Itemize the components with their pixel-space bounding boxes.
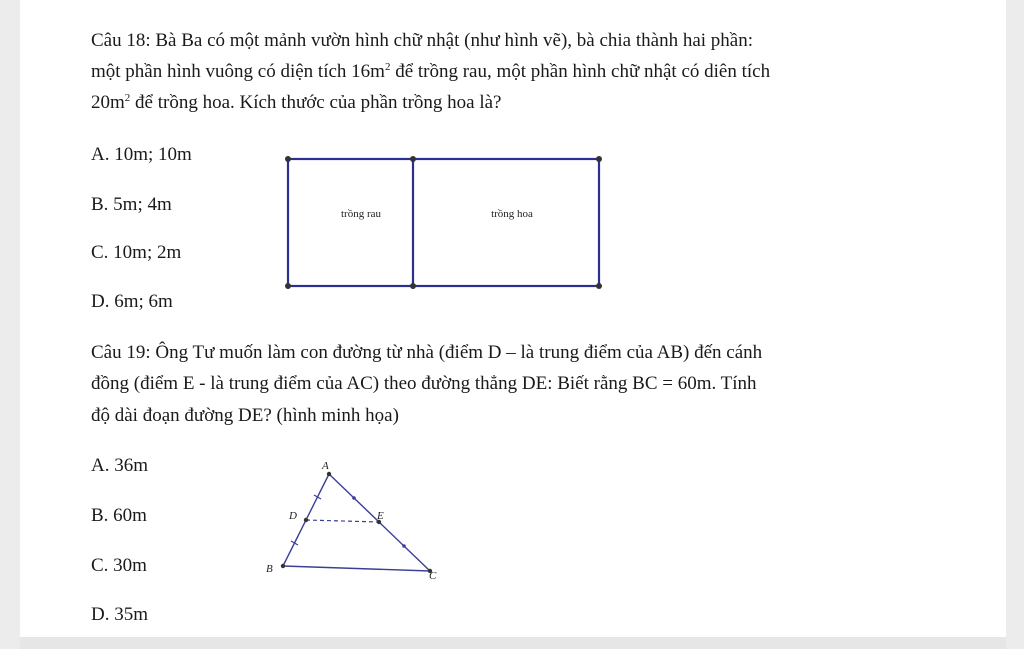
triangle-diagram <box>262 458 452 584</box>
point-bottom-right <box>596 283 602 289</box>
bottom-scroll-bar[interactable] <box>20 637 1006 649</box>
q18-option-c[interactable]: C. 10m; 2m <box>91 242 182 263</box>
point-D <box>304 518 308 522</box>
label-E: E <box>377 510 384 522</box>
point-top-right <box>596 156 602 162</box>
label-C: C <box>429 570 437 582</box>
q18-line-1: Câu 18: Bà Ba có một mảnh vườn hình chữ nhật (như hình vẽ), bà chia thành hai phần: <box>91 30 753 51</box>
point-bottom-left <box>285 283 291 289</box>
garden-outer-rect <box>288 159 599 286</box>
point-A <box>327 472 331 476</box>
point-B <box>281 564 285 568</box>
q18-option-b[interactable]: B. 5m; 4m <box>91 194 172 215</box>
q18-option-d[interactable]: D. 6m; 6m <box>91 291 173 312</box>
segment-DE <box>306 520 379 522</box>
q18-area-rau-exp: 2 <box>384 61 391 73</box>
q18-line-2-text-b: để trồng rau, một phần hình chữ nhật có diên tích <box>390 61 771 82</box>
q18-line-3 <box>91 92 501 114</box>
label-trong-hoa: trồng hoa <box>491 208 533 220</box>
q19-option-d[interactable]: D. 35m <box>91 604 148 625</box>
q19-option-c[interactable]: C. 30m <box>91 555 147 576</box>
q18-option-a[interactable]: A. 10m; 10m <box>91 144 192 165</box>
tick-AE <box>352 496 356 500</box>
tick-EC <box>402 544 406 548</box>
q18-area-rau: 16m <box>351 61 385 82</box>
label-D: D <box>289 510 297 522</box>
label-B: B <box>266 563 273 575</box>
point-bottom-mid <box>410 283 416 289</box>
label-A: A <box>322 460 329 472</box>
q19-line-2: đồng (điểm E - là trung điểm của AC) theo đường thẳng DE: Biết rằng BC = 60m. Tính <box>91 373 757 394</box>
q18-area-hoa: 20m <box>91 92 125 113</box>
q18-area-hoa-exp: 2 <box>124 92 131 104</box>
q19-option-a[interactable]: A. 36m <box>91 455 148 476</box>
point-top-mid <box>410 156 416 162</box>
label-trong-rau: trồng rau <box>340 208 382 220</box>
garden-diagram <box>278 150 614 298</box>
right-margin <box>1006 0 1024 649</box>
q18-line-2-text-a: một phần hình vuông có diện tích <box>91 61 352 82</box>
point-top-left <box>285 156 291 162</box>
left-margin <box>0 0 20 649</box>
side-BC <box>283 566 430 571</box>
q19-option-b[interactable]: B. 60m <box>91 505 147 526</box>
q19-line-1: Câu 19: Ông Tư muốn làm con đường từ nhà (điểm D – là trung điểm của AB) đến cánh <box>91 342 763 363</box>
q18-line-3-text: để trồng hoa. Kích thước của phần trồng hoa là? <box>130 92 502 113</box>
q19-line-3: độ dài đoạn đường DE? (hình minh họa) <box>91 405 399 426</box>
q18-line-2 <box>91 61 770 83</box>
